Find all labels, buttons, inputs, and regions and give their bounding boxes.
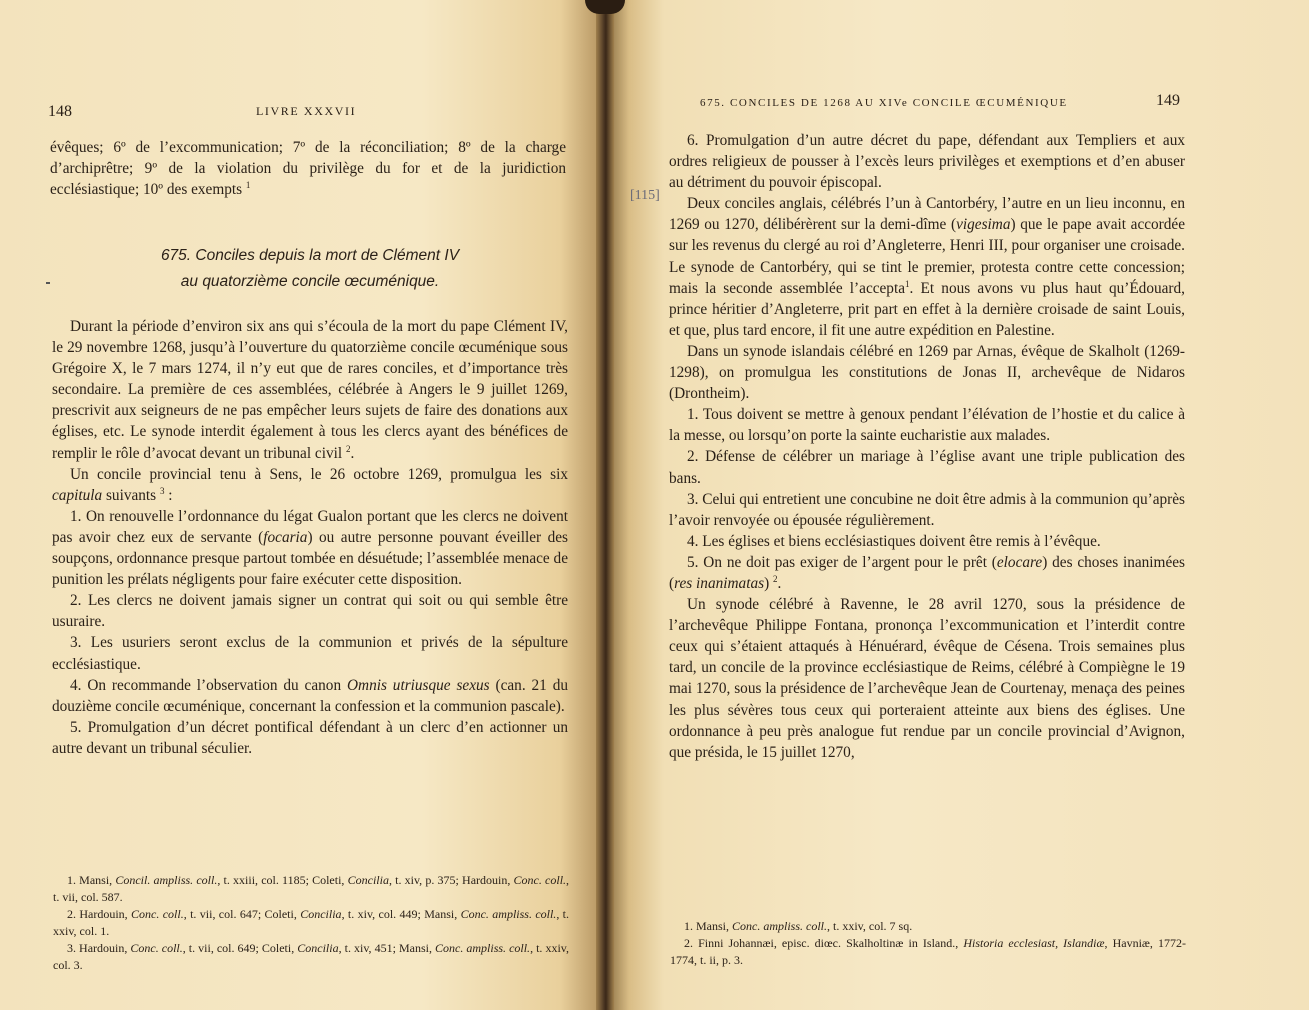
- paragraph: Dans un synode islandais célébré en 1269 par Arnas, évêque de Skalholt (1269-1298), on promulgua les constitutions de Jonas II, archevêque de Nidaros (Drontheim).: [669, 342, 1185, 403]
- list-item: [52, 675, 568, 717]
- page-number-right: 149: [1156, 92, 1180, 109]
- list-item: [669, 552, 1185, 594]
- opening-paragraph: évêques; 6º de l’excommunication; 7º de la réconciliation; 8º de la charge d’archiprêtre; 9º de la violation du privilège du for et de la juridiction ecclésiastique; 10º des exempts: [50, 139, 566, 199]
- list-item: 2. Défense de célébrer un mariage à l’église avant une triple publication des bans.: [669, 448, 1185, 487]
- paragraph-text: :: [168, 486, 173, 504]
- list-item: 3. Celui qui entretient une concubine ne doit être admis à la communion qu’après l’avoir renvoyée ou épousée régulièrement.: [669, 490, 1185, 529]
- footnote: 3. Hardouin, Conc. coll., t. vii, col. 649; Coleti, Concilia, t. xiv, 451; Mansi, Conc. ampliss. coll., t. xxiv, col. 3.: [53, 941, 570, 972]
- paragraph-text: ) que le pape avait accordée sur les revenus du clergé au roi d’Angleterre, Henri III, pour organiser une croisade. Le synode de Cantorbéry, qui se tint le premier, protesta contre cette concession; mais la seconde assemblée l’accepta: [669, 216, 1185, 297]
- right-page: [608, 0, 1309, 1010]
- paragraph-text: Deux conciles anglais, célébrés l’un à Cantorbéry, l’autre en un lieu inconnu, en 1269 ou 1270, délibérèrent sur la demi-dîme (: [669, 195, 1185, 234]
- margin-marker: [115]: [630, 188, 660, 203]
- footnote: 2. Hardouin, Conc. coll., t. vii, col. 647; Coleti, Concilia, t. xiv, col. 449; Mansi, Conc. ampliss. coll., t. xxiv, col. 1.: [53, 907, 570, 938]
- item-text: 1. On renouvelle l’ordonnance du légat Gualon portant que les clercs ne doivent pas avoir chez eux de servante (: [52, 507, 568, 546]
- list-item: 5. Promulgation d’un décret pontifical défendant à un clerc d’en actionner un autre devant un tribunal séculier.: [52, 718, 568, 757]
- item-text: 4. On recommande l’observation du canon: [70, 676, 342, 694]
- list-item: 2. Les clercs ne doivent jamais signer un contrat qui soit ou qui semble être usuraire.: [52, 592, 568, 631]
- section-heading-line-1: 675. Conciles depuis la mort de Clément IV: [160, 247, 460, 264]
- left-opening-text: [50, 137, 566, 200]
- list-item: 1. Tous doivent se mettre à genoux pendant l’élévation de l’hostie et du calice à la messe, ou lorsqu’on porte la sainte eucharistie aux malades.: [669, 406, 1185, 445]
- paragraph: Durant la période d’environ six ans qui s’écoula de la mort du pape Clément IV, le 29 novembre 1268, jusqu’à l’ouverture du quatorzième concile œcuménique sous Grégoire X, le 7 mars 1274, il n’y eut que de rares conciles, et d’importance très secondaire. La première de ces assemblées, célébrée à Angers le 9 juillet 1269, prescrivit aux seigneurs de ne pas empêcher leurs sujets de faire des donations aux églises, etc. Le synode interdit également à tous les clercs ayant des bénéfices de remplir le rôle d’avocat devant un tribunal civil $^2$.: [52, 318, 568, 462]
- running-head-right: 675. CONCILES DE 1268 AU XIVe CONCILE ŒCUMÉNIQUE: [700, 97, 1068, 109]
- italic-term: focaria: [263, 528, 308, 546]
- right-body: [669, 130, 1185, 763]
- list-item: [52, 506, 568, 590]
- footnote-ref: 1: [905, 278, 910, 289]
- italic-term: res inanimatas: [674, 574, 765, 592]
- item-text: ) ou autre personne pouvant éveiller des soupçons, ordonnance presque partout tombée en désuétude; l’assemblée menace de punition les prélats négligents pour faire exécuter cette disposition.: [52, 528, 568, 589]
- footnote-ref: 2: [345, 443, 351, 454]
- italic-term: Omnis utriusque sexus: [346, 676, 490, 694]
- italic-term: elocare: [996, 553, 1043, 571]
- paragraph-text: Durant la période d’environ six ans qui s’écoula de la mort du pape Clément IV, le 29 novembre 1268, jusqu’à l’ouverture du quatorzième concile œcuménique sous Grégoire X, le 7 mars 1274, il n’y eut que de rares conciles, et d’importance très secondaire. La première de ces assemblées, célébrée à Angers le 9 juillet 1269, prescrivit aux seigneurs de ne pas empêcher leurs sujets de faire des donations aux églises, etc. Le synode interdit également à tous les clercs ayant des bénéfices de remplir le rôle d’avocat devant un tribunal civil: [52, 318, 568, 462]
- section-heading-line-2: au quatorzième concile œcuménique.: [180, 273, 440, 290]
- item-text: ) des choses inanimées (: [669, 553, 1185, 592]
- left-page: [0, 0, 602, 1010]
- left-body: [52, 316, 568, 759]
- right-footnotes: [670, 918, 1186, 969]
- footnote-ref: 3: [159, 485, 165, 496]
- book-gutter: [596, 0, 614, 1010]
- footnote: 1. Mansi, Concil. ampliss. coll., t. xxiii, col. 1185; Coleti, Concilia, t. xiv, p. 375; Hardouin, Conc. coll., t. vii, col. 587.: [53, 873, 570, 904]
- left-footnotes: [53, 872, 569, 974]
- paragraph-text: . Et nous avons vu plus haut qu’Édouard, prince héritier d’Angleterre, prit part en effet à la dernière croisade de saint Louis, et que, plus tard encore, il fit une autre expédition en Palestine.: [669, 279, 1185, 339]
- italic-term: capitula: [52, 486, 103, 504]
- margin-dash: [46, 282, 50, 284]
- item-text: (can. 21 du douzième concile œcuménique, concernant la confession et la communion pascale).: [52, 676, 568, 715]
- list-item: 4. Les églises et biens ecclésiastiques doivent être remis à l’évêque.: [687, 532, 1101, 550]
- paragraph: [669, 193, 1185, 341]
- page-number-left: 148: [48, 103, 72, 120]
- item-text: ): [764, 574, 770, 592]
- footnote-ref: 2: [773, 573, 778, 584]
- item-text: 5. On ne doit pas exiger de l’argent pour le prêt (: [687, 553, 997, 571]
- item-text: .: [777, 574, 782, 592]
- italic-term: vigesima: [956, 216, 1011, 234]
- list-item: 3. Les usuriers seront exclus de la communion et privés de la sépulture ecclésiastique.: [52, 634, 568, 673]
- paragraph-text: suivants: [105, 486, 157, 504]
- paragraph: Un synode célébré à Ravenne, le 28 avril 1270, sous la présidence de l’archevêque Philippe Fontana, prononça l’excommunication et l’interdit contre ceux qui s’étaient attaqués à Hénuérard, évêque de Césena. Trois semaines plus tard, un concile de la province ecclésiastique de Reims, célébré à Compiègne le 19 mai 1270, sous la présidence de l’archevêque Jean de Courtenay, menaça des peines les plus sévères tous ceux qui porteraient atteinte aux biens des églises. Une ordonnance à peu près analogue fut rendue par un concile provincial d’Avignon, que présida, le 15 juillet 1270,: [669, 596, 1185, 761]
- list-item: 6. Promulgation d’un autre décret du pape, défendant aux Templiers et aux ordres religieux de pousser à l’excès leurs privilèges et exemptions et d’en abuser au détriment du pouvoir épiscopal.: [669, 132, 1185, 192]
- section-heading: [60, 243, 560, 295]
- paragraph: [52, 464, 568, 506]
- paragraph-text: Un concile provincial tenu à Sens, le 26 octobre 1269, promulgua les six: [70, 465, 568, 483]
- running-head-left: LIVRE XXXVII: [256, 104, 357, 118]
- footnote: 2. Finni Johannæi, episc. diœc. Skalholtinæ in Island., Historia ecclesiast, Islandiæ, Havniæ, 1772-1774, t. ii, p. 3.: [670, 936, 1187, 967]
- footnote: 1. Mansi, Conc. ampliss. coll., t. xxiv, col. 7 sq.: [684, 919, 913, 933]
- footnote-ref: 1: [245, 180, 251, 191]
